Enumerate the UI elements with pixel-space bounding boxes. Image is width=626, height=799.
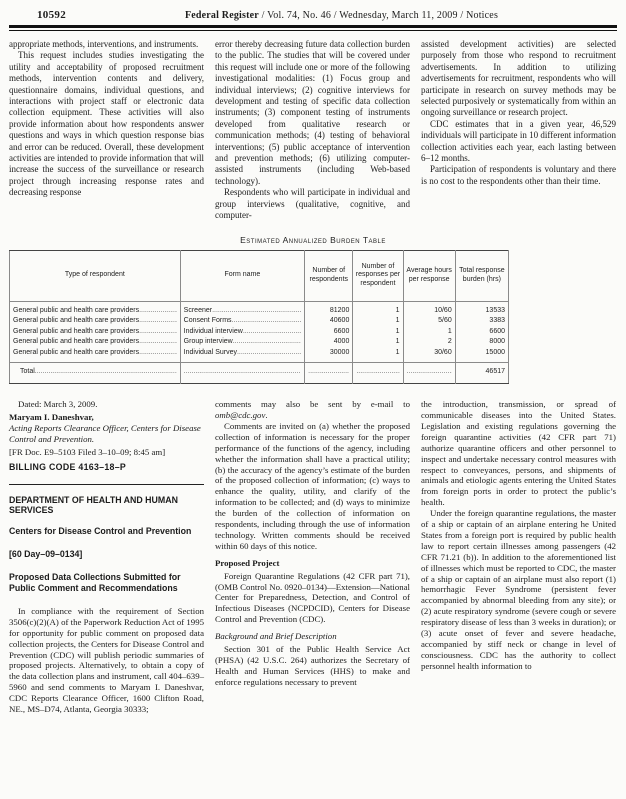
- cell-n-responses: 1: [353, 337, 403, 348]
- table-row: [10, 327, 509, 338]
- table-header-row: [10, 250, 509, 301]
- header-rule: [9, 25, 617, 31]
- cell-burden: 3383: [489, 317, 505, 325]
- paragraph: Under the foreign quarantine regulations, the master of a ship or captain of an airplane entering he United States from a foreign port is required by public health law to report certain illnesses among passengers (42 CFR 71.21 (b)). In addition to the aforementioned list of illnesses which must be reported to CDC, the master of a ship or captain of an airplane must also report (1) hemorrhagic Fever Syndrome (persistent fever accompanied by abnormal bleeding from any site); or (2) acute respiratory syndrome (severe cough or severe respiratory disease of less than 3 weeks in duration); or (3) acute onset of fever and severe headache, accompanied by stiff neck or change in level of consciousness. CDC has the authority to collect personnel health information to: [421, 508, 616, 671]
- dated-line: Dated: March 3, 2009.: [18, 399, 98, 410]
- page-header: [9, 6, 617, 23]
- top-column-2: [215, 39, 410, 222]
- fr-doc-line: [FR Doc. E9–5103 Filed 3–10–09; 8:45 am]: [9, 446, 166, 457]
- email-address: omb@cdc.gov: [215, 409, 266, 420]
- table-row: [10, 301, 509, 316]
- cell-avg-hours: 5/60: [403, 316, 455, 327]
- cell-respondent: General public and health care providers .....: [10, 327, 181, 338]
- paragraph: Foreign Quarantine Regulations (42 CFR part 71), (OMB Control No. 0920–0134)—Extension—National Center for Preparedness, Detection, and Control of Infectious Diseases (NCPDCID), Centers for Disease Control and Prevention (CDC).: [215, 570, 410, 625]
- total-filler-cell: [353, 363, 403, 384]
- section-divider: [9, 484, 204, 485]
- table-total-row: [10, 363, 509, 384]
- proposed-project-heading: Proposed Project: [215, 557, 280, 568]
- signature-title: Acting Reports Clearance Officer, Centers for Disease Control and Prevention.: [9, 422, 201, 444]
- top-column-1: [9, 39, 204, 222]
- top-column-3: [421, 39, 616, 222]
- paragraph: appropriate methods, interventions, and instruments.: [9, 39, 199, 49]
- cell-burden: 8000: [489, 338, 505, 346]
- cell-n-respondents: 6600: [305, 327, 353, 338]
- paragraph: assisted development activities) are selected purposely from those who respond to recruitment advertisements. In addition to utilizing advertisements for recruitment, respondents who will participate in research on survey methods may be selected purposively or systematically from within an ongoing surveillance or research project.: [421, 39, 616, 118]
- table-row: [10, 337, 509, 348]
- cell-burden: 15000: [485, 348, 505, 356]
- paragraph: error thereby decreasing future data collection burden to the public. The studies that will be covered under this request will include one or more of the following investigational modalities: (1) Focus group and individual interviews; (2) cognitive interviews for development and testing of specific data collection instruments; (3) component testing of instruments developed from qualitative research or communication methods; (4) testing of behavioral interventions; (5) public acceptance of intervention and prevention methods; (6) utilizing computer-assisted instruments (including Web-based technology).: [215, 39, 410, 186]
- cell-respondent: General public and health care providers .....: [10, 301, 181, 316]
- journal-name: Federal Register: [184, 10, 259, 21]
- cell-n-respondents: 30000: [305, 348, 353, 363]
- cell-avg-hours: 30/60: [403, 348, 455, 363]
- cell-form: Screener .....: [180, 301, 304, 316]
- page-number: 10592: [37, 9, 66, 21]
- background-heading: Background and Brief Description: [215, 631, 337, 642]
- cell-n-responses: 1: [353, 301, 403, 316]
- bottom-column-1: [9, 399, 204, 715]
- total-label-cell: Total .....: [10, 363, 181, 384]
- table-row: [10, 316, 509, 327]
- bottom-text-section: [9, 399, 617, 715]
- docket-number: [60 Day–09–0134]: [9, 549, 83, 560]
- total-filler-cell: [305, 363, 353, 384]
- cell-avg-hours: 1: [403, 327, 455, 338]
- cell-form: Individual Survey .....: [180, 348, 304, 363]
- cell-burden: 13533: [485, 306, 505, 314]
- total-filler-cell: [180, 363, 304, 384]
- cell-form: Group interview .....: [180, 337, 304, 348]
- cell-n-respondents: 81200: [305, 301, 353, 316]
- col-header-burden: Total response burden (hrs): [455, 250, 508, 301]
- agency-heading: Centers for Disease Control and Prevention: [9, 526, 192, 537]
- header-citation: [66, 10, 617, 21]
- signature-name: Maryam I. Daneshvar,: [9, 411, 94, 422]
- cell-n-responses: 1: [353, 327, 403, 338]
- paragraph: Comments are invited on (a) whether the proposed collection of information is necessary for the proper performance of the functions of the agency, including whether the information shall have a practical utility; (b) the accuracy of the agency’s estimate of the burden of the proposed collection of information; (c) ways to enhance the quality, utility, and clarify of the information to be collected; and (d) ways to minimize the burden of the collection of information on respondents, including through the use of information technology. Written comments should be received within 60 days of this notice.: [215, 420, 410, 551]
- cell-burden: 6600: [489, 327, 505, 335]
- paragraph: Respondents who will participate in individual and group interviews (qualitative, cognitive, and computer-: [215, 187, 410, 221]
- bottom-column-3: [421, 399, 616, 715]
- total-filler-cell: [403, 363, 455, 384]
- cell-n-respondents: 4000: [305, 337, 353, 348]
- col-header-n-respondents: Number of respondents: [305, 250, 353, 301]
- col-header-n-responses: Number of responses per respondent: [353, 250, 403, 301]
- total-burden-cell: 46517: [455, 363, 508, 384]
- cell-avg-hours: 2: [403, 337, 455, 348]
- burden-table: [9, 250, 509, 385]
- bottom-column-2: [215, 399, 410, 715]
- department-heading: DEPARTMENT OF HEALTH AND HUMAN SERVICES: [9, 494, 178, 516]
- cell-respondent: General public and health care providers .....: [10, 348, 181, 363]
- paragraph: Participation of respondents is voluntary and there is no cost to the respondents other than their time.: [421, 164, 616, 186]
- notice-title: Proposed Data Collections Submitted for Public Comment and Recommendations: [9, 572, 181, 594]
- billing-code: BILLING CODE 4163–18–P: [9, 461, 127, 472]
- paragraph: Section 301 of the Public Health Service Act (PHSA) (42 U.S.C. 264) authorizes the Secretary of Health and Human Services (HHS) to make and enforce regulations necessary to prevent: [215, 644, 410, 687]
- col-header-respondent: Type of respondent: [10, 250, 181, 301]
- paragraph: This request includes studies investigating the utility and acceptability of proposed recruitment methods, intervention contents and delivery, questionnaire domains, individual questions, and interactions with project staff or electronic data collection equipment. These activities will also provide information about how respondents answer questions and ways in which question response bias and error can be reduced. Overall, these development activities are intended to provide information that will increase the success of the surveillance or research project through increasing response rates and decreasing response: [9, 50, 204, 198]
- cell-n-responses: 1: [353, 348, 403, 363]
- paragraph: the introduction, transmission, or spread of communicable diseases into the United States. Legislation and existing regulations governing the foreign quarantine activities (42 CFR part 71) authorize quarantine officers and other personnel to inspect and undertake necessary control measures with respect to conveyances, persons, and shipments of animals and etiologic agents entering the United States from foreign ports in order to protect the public’s health.: [421, 399, 616, 508]
- col-header-avg-hours: Average hours per response: [403, 250, 455, 301]
- cell-form: Consent Forms .....: [180, 316, 304, 327]
- cell-n-responses: 1: [353, 316, 403, 327]
- cell-n-respondents: 40600: [305, 316, 353, 327]
- cell-avg-hours: 10/60: [403, 301, 455, 316]
- cell-form: Individual interview .....: [180, 327, 304, 338]
- paragraph: comments may also be sent by e-mail to omb@cdc.gov.: [215, 399, 410, 420]
- cell-respondent: General public and health care providers .....: [10, 337, 181, 348]
- volume-issue-date: / Vol. 74, No. 46 / Wednesday, March 11, 2009 / Notices: [261, 10, 499, 21]
- top-text-section: [9, 39, 617, 222]
- table-title: Estimated Annualized Burden Table: [240, 234, 386, 245]
- paragraph: In compliance with the requirement of Section 3506(c)(2)(A) of the Paperwork Reduction Act of 1995 for opportunity for public comment on proposed data collection projects, the Centers for Disease Control and Prevention (CDC) will publish periodic summaries of proposed projects. Alternatively, to obtain a copy of the data collection plans and instrument, call 404–639–5960 and send comments to Maryam I. Daneshvar, CDC Reports Clearance Officer, 1600 Clifton Road, NE., MS–D74, Atlanta, Georgia 30333;: [9, 605, 204, 715]
- table-row: [10, 348, 509, 363]
- paragraph: CDC estimates that in a given year, 46,529 individuals will participate in 10 different information collection activities each year, each lasting between 6–12 months.: [421, 118, 616, 164]
- cell-respondent: General public and health care providers .....: [10, 316, 181, 327]
- col-header-form: Form name: [180, 250, 304, 301]
